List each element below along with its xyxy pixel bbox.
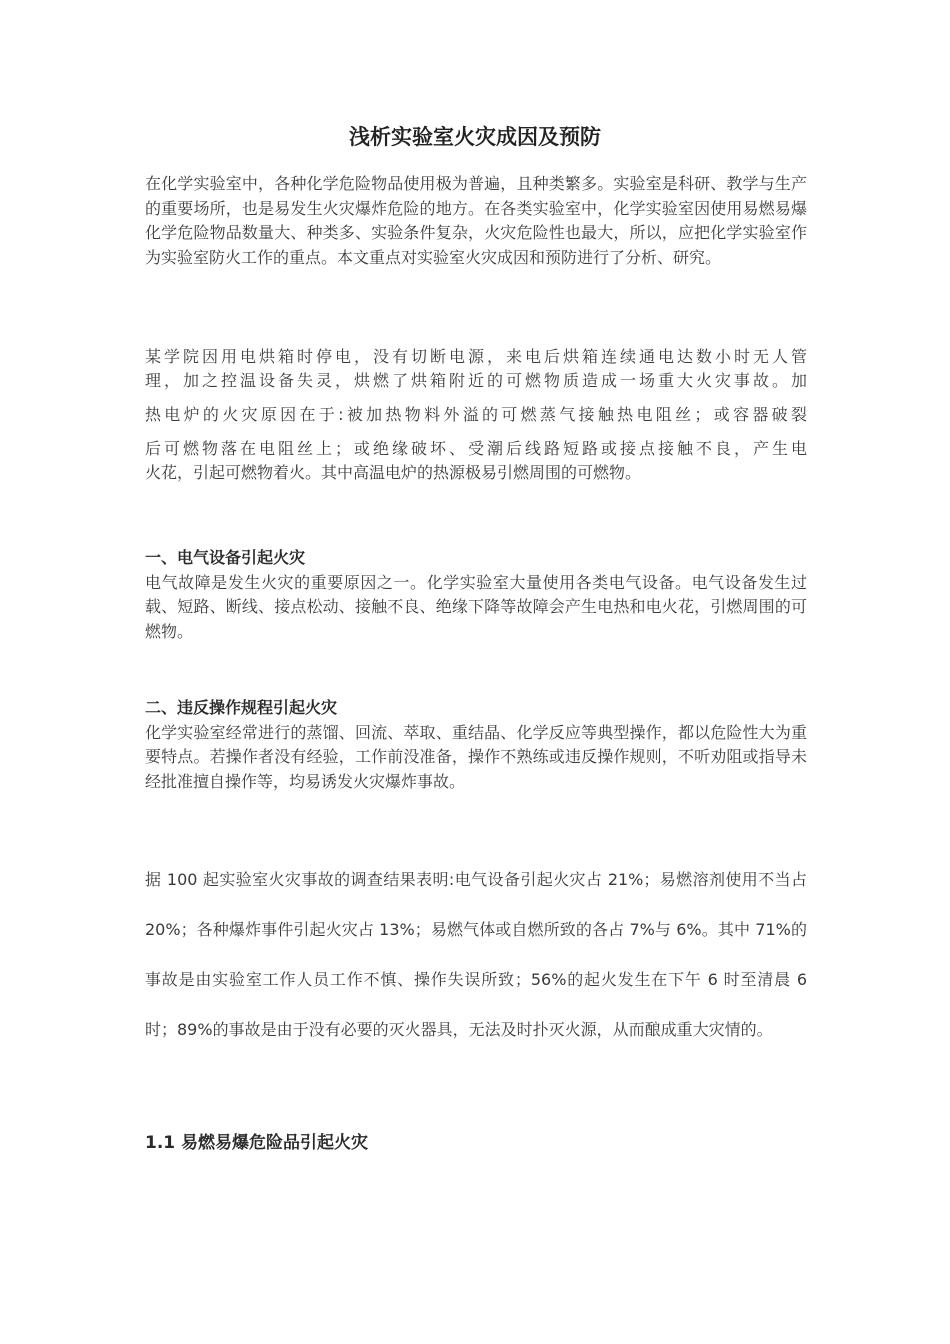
section-body: 化学实验室经常进行的蒸馏、回流、萃取、重结晶、化学反应等典型操作，都以危险性大为重要特点。若操作者没有经验，工作前没准备，操作不熟练或违反操作规则，不听劝阻或指导未经批准擅自操作等，均易诱发火灾爆炸事故。 [145, 722, 807, 791]
case-line: 后可燃物落在电阻丝上；或绝缘破坏、受潮后线路短路或接点接触不良，产生电 [145, 439, 807, 458]
subsection-heading: 1.1 易燃易爆危险品引起火灾 [145, 1133, 369, 1153]
case-line: 某学院因用电烘箱时停电，没有切断电源，来电后烘箱连续通电达数小时无人管 [145, 347, 807, 366]
case-line: 理，加之控温设备失灵，烘燃了烘箱附近的可燃物质造成一场重大火灾事故。加 [145, 371, 807, 390]
case-line: 火花，引起可燃物着火。其中高温电炉的热源极易引燃周围的可燃物。 [145, 463, 642, 482]
case-line: 热电炉的火灾原因在于:被加热物料外溢的可燃蒸气接触热电阻丝；或容器破裂 [145, 405, 807, 424]
case-paragraph [145, 345, 807, 485]
section-body: 电气故障是发生火灾的重要原因之一。化学实验室大量使用各类电气设备。电气设备发生过载、短路、断线、接点松动、接触不良、绝缘下降等故障会产生电热和电火花，引燃周围的可燃物。 [145, 572, 807, 641]
intro-paragraph: 在化学实验室中，各种化学危险物品使用极为普遍，且种类繁多。实验室是科研、教学与生产的重要场所，也是易发生火灾爆炸危险的地方。在各类实验室中，化学实验室因使用易燃易爆化学危险物品数量大、种类多、实验条件复杂，火灾危险性也最大，所以，应把化学实验室作为实验室防火工作的重点。本文重点对实验室火灾成因和预防进行了分析、研究。 [145, 174, 807, 267]
section-heading: 一、电气设备引起火灾 [145, 548, 306, 567]
section-operation [145, 696, 807, 794]
section-heading: 二、违反操作规程引起火灾 [145, 698, 338, 717]
document-title: 浅析实验室火灾成因及预防 [349, 125, 601, 149]
statistics-paragraph: 据 100 起实验室火灾事故的调查结果表明:电气设备引起火灾占 21%；易燃溶剂使用不当占 20%；各种爆炸事件引起火灾占 13%；易燃气体或自燃所致的各占 7%与 6%。其中 71%的事故是由实验室工作人员工作不慎、操作失误所致；56%的起火发生在下午 6 时至清晨 6 时；89%的事故是由于没有必要的灭火器具，无法及时扑灭火源，从而酿成重大灾情的。 [145, 870, 807, 1039]
section-electrical [145, 546, 807, 644]
